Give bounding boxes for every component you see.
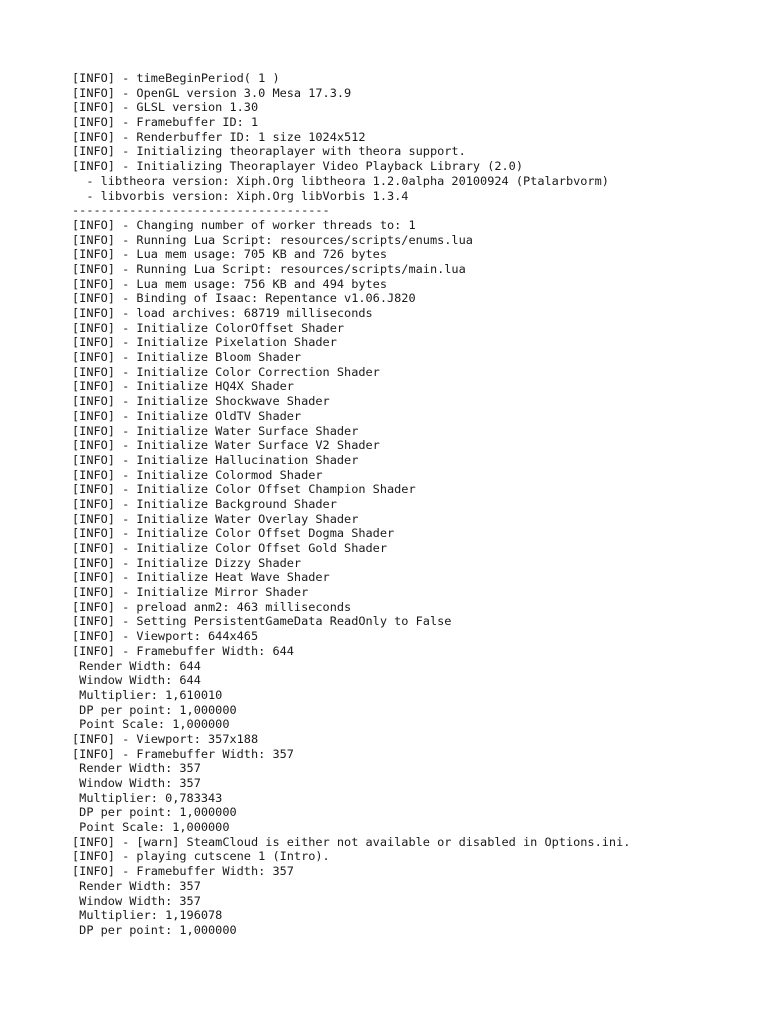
log-line: [INFO] - Initialize Mirror Shader bbox=[72, 585, 309, 600]
log-line: [INFO] - Initialize Heat Wave Shader bbox=[72, 570, 330, 585]
log-line: [INFO] - Setting PersistentGameData ReadOnly to False bbox=[72, 614, 452, 629]
log-line: [INFO] - Viewport: 357x188 bbox=[72, 731, 259, 746]
log-line: ------------------------------------ bbox=[72, 203, 330, 218]
log-line: Point Scale: 1,000000 bbox=[72, 820, 230, 835]
log-line: - libvorbis version: Xiph.Org libVorbis 1.3.4 bbox=[72, 188, 409, 203]
log-line: [INFO] - Initialize HQ4X Shader bbox=[72, 379, 294, 394]
log-line: [INFO] - Initialize Color Offset Dogma Shader bbox=[72, 526, 395, 541]
log-line: [INFO] - Initialize Pixelation Shader bbox=[72, 335, 337, 350]
log-line: Multiplier: 0,783343 bbox=[72, 790, 223, 805]
log-line: [INFO] - timeBeginPeriod( 1 ) bbox=[72, 71, 280, 85]
log-line: [INFO] - Initialize Background Shader bbox=[72, 496, 337, 511]
log-line: [INFO] - Framebuffer Width: 357 bbox=[72, 746, 294, 761]
log-line: [INFO] - Initialize Water Overlay Shader bbox=[72, 511, 359, 526]
log-line: [INFO] - GLSL version 1.30 bbox=[72, 100, 259, 115]
log-line: [INFO] - preload anm2: 463 milliseconds bbox=[72, 599, 352, 614]
log-line: Render Width: 357 bbox=[72, 878, 201, 893]
log-line: [INFO] - Running Lua Script: resources/scripts/enums.lua bbox=[72, 232, 473, 247]
log-output bbox=[72, 71, 752, 938]
log-line: Point Scale: 1,000000 bbox=[72, 717, 230, 732]
log-line: DP per point: 1,000000 bbox=[72, 922, 237, 937]
log-line: [INFO] - Renderbuffer ID: 1 size 1024x512 bbox=[72, 129, 366, 144]
log-line: - libtheora version: Xiph.Org libtheora 1.2.0alpha 20100924 (Ptalarbvorm) bbox=[72, 173, 609, 188]
log-line: [INFO] - Changing number of worker threads to: 1 bbox=[72, 217, 416, 232]
log-line: [INFO] - Initialize Color Offset Gold Shader bbox=[72, 541, 387, 555]
log-line: Window Width: 357 bbox=[72, 893, 201, 908]
log-line: [INFO] - Initialize Colormod Shader bbox=[72, 467, 323, 482]
log-line: [INFO] - Initialize OldTV Shader bbox=[72, 408, 302, 423]
log-line: Window Width: 644 bbox=[72, 673, 201, 688]
log-line: [INFO] - Initialize ColorOffset Shader bbox=[72, 320, 345, 335]
log-line: [INFO] - Lua mem usage: 705 KB and 726 bytes bbox=[72, 247, 387, 262]
log-line: [INFO] - Initialize Dizzy Shader bbox=[72, 555, 302, 570]
log-line: [INFO] - Lua mem usage: 756 KB and 494 bytes bbox=[72, 276, 387, 291]
log-line: Multiplier: 1,610010 bbox=[72, 687, 223, 702]
log-line: [INFO] - Framebuffer ID: 1 bbox=[72, 115, 259, 130]
log-line: [INFO] - Initializing theoraplayer with theora support. bbox=[72, 144, 466, 159]
log-line: [INFO] - Running Lua Script: resources/scripts/main.lua bbox=[72, 261, 466, 276]
log-line: DP per point: 1,000000 bbox=[72, 702, 237, 717]
log-line: [INFO] - playing cutscene 1 (Intro). bbox=[72, 849, 330, 864]
log-line: [INFO] - load archives: 68719 milliseconds bbox=[72, 306, 373, 320]
log-line: [INFO] - OpenGL version 3.0 Mesa 17.3.9 bbox=[72, 85, 352, 100]
log-line: [INFO] - Initialize Color Correction Shader bbox=[72, 364, 380, 379]
log-line: Multiplier: 1,196078 bbox=[72, 908, 223, 923]
log-line: [INFO] - Initialize Shockwave Shader bbox=[72, 394, 330, 409]
log-line: [INFO] - Initialize Hallucination Shader bbox=[72, 452, 359, 467]
log-line: [INFO] - [warn] SteamCloud is either not available or disabled in Options.ini. bbox=[72, 834, 631, 849]
log-line: [INFO] - Initializing Theoraplayer Video Playback Library (2.0) bbox=[72, 159, 524, 174]
log-line: [INFO] - Framebuffer Width: 644 bbox=[72, 643, 294, 658]
log-line: [INFO] - Framebuffer Width: 357 bbox=[72, 864, 294, 879]
log-line: Render Width: 357 bbox=[72, 761, 201, 776]
log-line: Render Width: 644 bbox=[72, 658, 201, 673]
log-line: [INFO] - Binding of Isaac: Repentance v1.06.J820 bbox=[72, 291, 416, 306]
log-line: [INFO] - Viewport: 644x465 bbox=[72, 629, 259, 644]
log-line: [INFO] - Initialize Water Surface Shader bbox=[72, 423, 359, 438]
log-line: Window Width: 357 bbox=[72, 776, 201, 790]
log-line: [INFO] - Initialize Bloom Shader bbox=[72, 350, 302, 365]
log-line: [INFO] - Initialize Color Offset Champion Shader bbox=[72, 482, 416, 497]
log-line: [INFO] - Initialize Water Surface V2 Shader bbox=[72, 438, 380, 453]
log-line: DP per point: 1,000000 bbox=[72, 805, 237, 820]
